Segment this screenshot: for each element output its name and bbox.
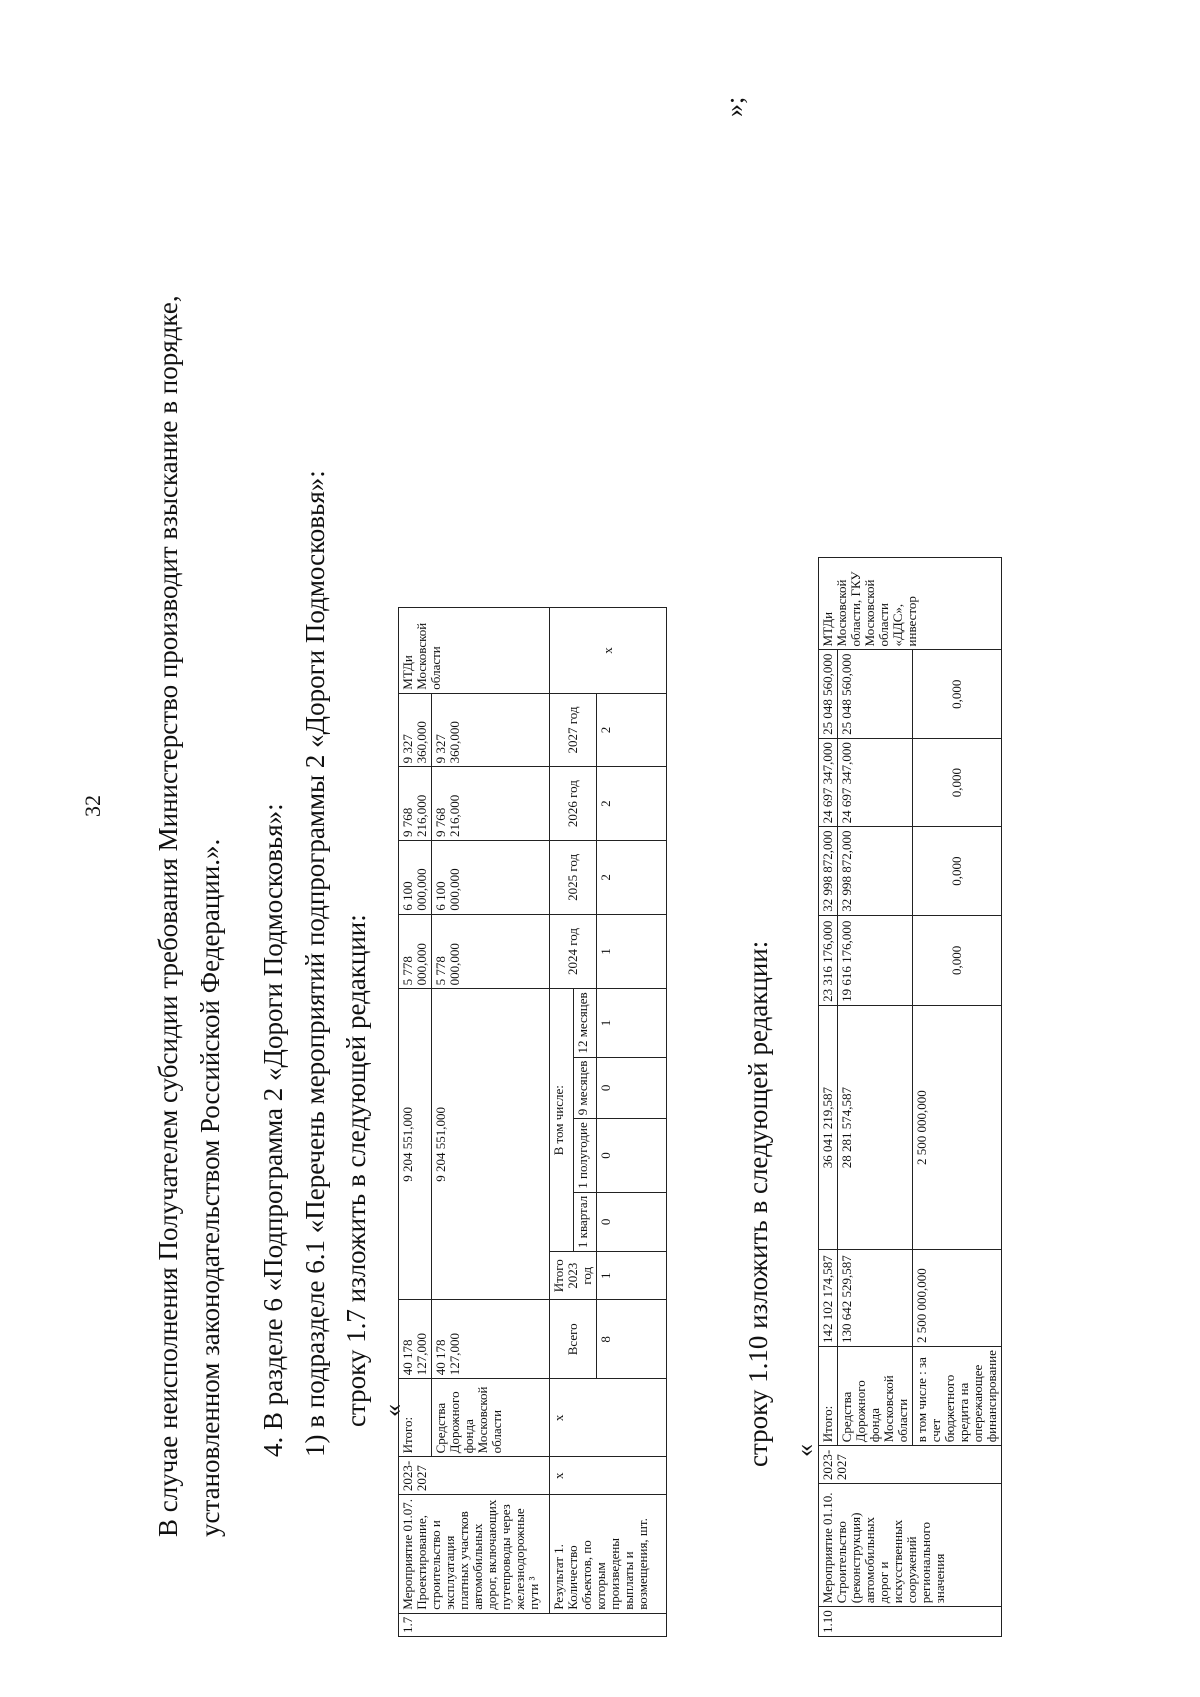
header-h1: 1 полугодие [573, 1119, 597, 1193]
value-m12: 1 [597, 989, 667, 1057]
cell-2024-incl: 0,000 [913, 915, 1002, 1005]
table-row [550, 558, 574, 1637]
header-m12: 12 месяцев [573, 989, 597, 1057]
cell-2026-fund: 24 697 347,000 [838, 738, 913, 826]
cell-2027-all: 25 048 560,000 [819, 650, 838, 738]
cell-2026-fund: 9 768 216,000 [432, 767, 550, 841]
cell-years: 2023-2027 [399, 1457, 550, 1495]
row-17-instruction: строку 1.7 изложить в следующей редакции: [341, 914, 371, 1427]
cell-total-sum: 40 178 127,000 [399, 1300, 432, 1379]
row-110-instruction: строку 1.10 изложить в следующей редакции: [743, 940, 773, 1467]
cell-2026-total: 9 768 216,000 [399, 767, 432, 841]
cell-2023-total: 9 204 551,000 [399, 989, 432, 1300]
cell-2027-incl: 0,000 [913, 650, 1002, 738]
open-quote-2: « [790, 1444, 819, 1457]
cell-years: 2023-2027 [819, 1446, 1002, 1484]
subsection-item-1: 1) в подразделе 6.1 «Перечень мероприятий подпрограммы 2 «Дороги Подмосковья»: [300, 470, 330, 1457]
table-row-1-7 [398, 557, 667, 1637]
cell-2024-fund: 5 778 000,000 [432, 914, 550, 989]
value-2024: 1 [597, 914, 667, 989]
cell-src-total: Итого: [819, 1347, 838, 1446]
value-2027: 2 [597, 693, 667, 767]
cell-2025-total: 6 100 000,000 [399, 841, 432, 915]
cell-src-incl: в том числе : за счет бюджетного кредита на опережающее финансирование [913, 1347, 1002, 1446]
cell-src-total: Итого: [399, 1379, 432, 1457]
cell-x: х [550, 608, 667, 693]
value-2023: 1 [597, 1252, 667, 1300]
cell-2025-incl: 0,000 [913, 827, 1002, 915]
open-quote-1: « [378, 1404, 407, 1417]
value-2025: 2 [597, 841, 667, 915]
page-number: 32 [80, 795, 105, 817]
cell-fund-sum: 40 178 127,000 [432, 1300, 550, 1379]
close-quote: »; [720, 96, 749, 117]
cell-2023-fund: 28 281 574,587 [838, 1005, 913, 1249]
cell-measure-name: Мероприятие 01.10. Строительство (реконструкция) автомобильных дорог и искусственных сооружений регионального значения [819, 1484, 1002, 1607]
cell-2027-total: 9 327 360,000 [399, 693, 432, 767]
table-row [819, 558, 838, 1637]
header-total: Всего [550, 1300, 597, 1379]
header-2026: 2026 год [550, 767, 597, 841]
cell-num: 1.7 [399, 1613, 667, 1636]
cell-src-fund: Средства Дорожного фонда Московской области [838, 1347, 913, 1446]
table-row-1-10 [818, 557, 1002, 1637]
cell-2027-fund: 25 048 560,000 [838, 650, 913, 738]
cell-2024-fund: 19 616 176,000 [838, 915, 913, 1005]
cell-2024-all: 23 316 176,000 [819, 915, 838, 1005]
cell-2023-fund: 9 204 551,000 [432, 989, 550, 1300]
cell-total-incl: 2 500 000,000 [913, 1250, 1002, 1347]
cell-x: х [550, 1457, 667, 1495]
cell-2025-fund: 32 998 872,000 [838, 827, 913, 915]
cell-2024-total: 5 778 000,000 [399, 914, 432, 989]
cell-2027-fund: 9 327 360,000 [432, 693, 550, 767]
cell-2023-all: 36 041 219,587 [819, 1005, 838, 1249]
cell-responsible: МТДи Московской области [399, 608, 550, 693]
section-item-4: 4. В разделе 6 «Подпрограмма 2 «Дороги Подмосковья»: [258, 803, 288, 1457]
header-2024: 2024 год [550, 914, 597, 989]
cell-2026-all: 24 697 347,000 [819, 738, 838, 826]
header-2027: 2027 год [550, 693, 597, 767]
header-incl: В том числе: [550, 989, 574, 1252]
cell-2025-fund: 6 100 000,000 [432, 841, 550, 915]
cell-x: х [550, 1379, 667, 1457]
value-h1: 0 [597, 1119, 667, 1193]
cell-src-fund: Средства Дорожного фонда Московской области [432, 1379, 550, 1457]
cell-2026-incl: 0,000 [913, 738, 1002, 826]
table-row [399, 558, 432, 1637]
cell-responsible: МТДи Московской области, ГКУ Московской области «ДДС», инвестор [819, 558, 1002, 650]
cell-total-fund: 130 642 529,587 [838, 1250, 913, 1347]
cell-total-all: 142 102 174,587 [819, 1250, 838, 1347]
value-m9: 0 [597, 1057, 667, 1119]
value-total: 8 [597, 1300, 667, 1379]
header-itogo-2023: Итого 2023 год [550, 1252, 597, 1300]
cell-2023-incl: 2 500 000,000 [913, 1005, 1002, 1249]
header-m9: 9 месяцев [573, 1057, 597, 1119]
cell-measure-name: Мероприятие 01.07. Проектирование, строительство и эксплуатация платных участков автомобильных дорог, включающих путепроводы через железнодорожные пути ³ [399, 1495, 550, 1614]
value-q1: 0 [597, 1192, 667, 1251]
cell-2025-all: 32 998 872,000 [819, 827, 838, 915]
cell-num: 1.10 [819, 1607, 1002, 1637]
header-q1: 1 квартал [573, 1192, 597, 1251]
cell-result-name: Результат 1. Количество объектов, по которым произведены выплаты и возмещения, шт. [550, 1495, 667, 1614]
intro-line-1: В случае неисполнения Получателем субсидии требования Министерство производит взыскание в порядке, [153, 295, 183, 1537]
header-2025: 2025 год [550, 841, 597, 915]
intro-line-2: установленном законодательством Российской Федерации.». [195, 838, 225, 1537]
value-2026: 2 [597, 767, 667, 841]
